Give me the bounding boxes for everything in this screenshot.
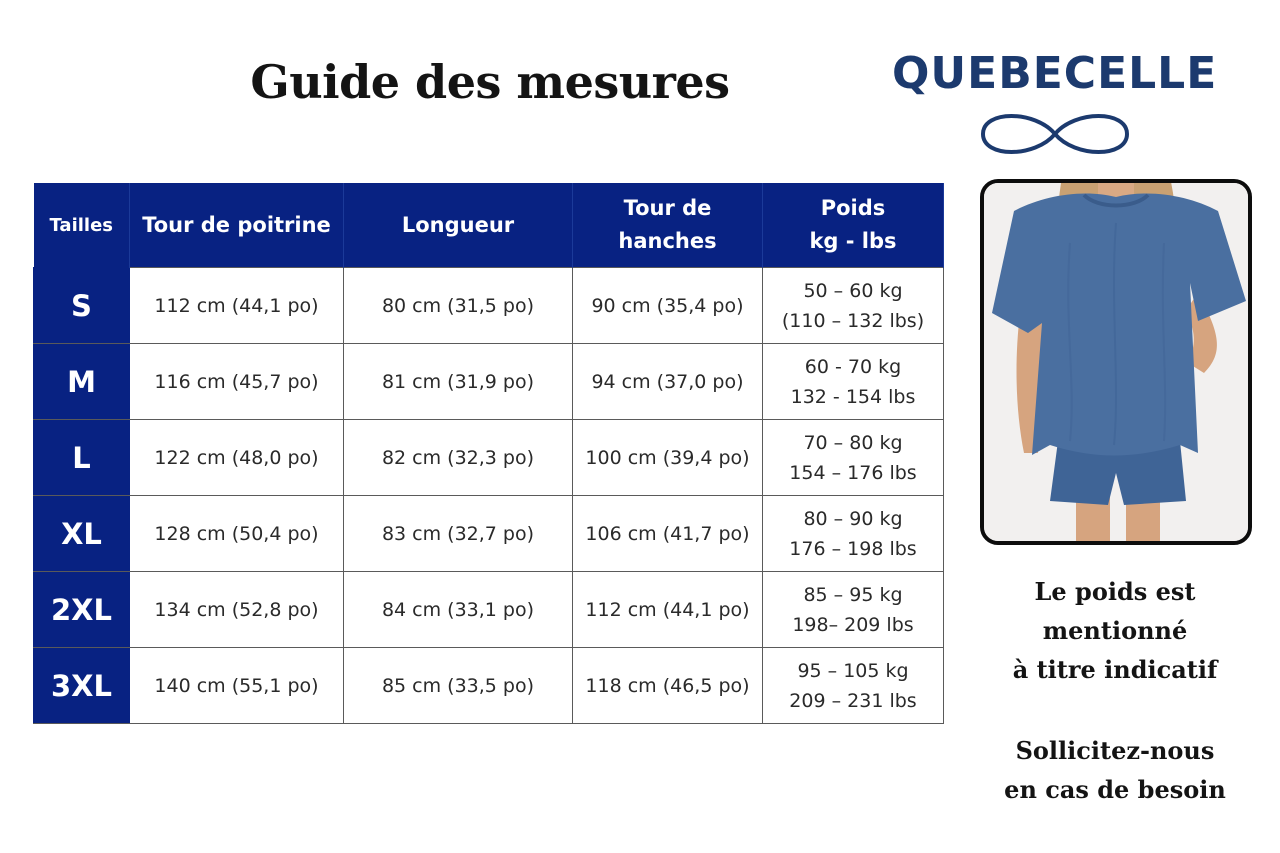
size-label: S [34,268,130,344]
hips-value: 94 cm (37,0 po) [573,344,763,420]
header-weight-line2: kg - lbs [809,229,897,253]
table-row [34,496,944,572]
length-value: 80 cm (31,5 po) [344,268,573,344]
chest-value: 128 cm (50,4 po) [130,496,344,572]
spacer [960,689,1270,731]
table-row [34,420,944,496]
header-sizes: Tailles [34,183,130,268]
weight-lbs: 176 – 198 lbs [789,537,917,560]
weight-lbs: 209 – 231 lbs [789,689,917,712]
weight-value [763,344,944,420]
header-weight-line1: Poids [820,196,886,220]
page-title: Guide des mesures [250,55,730,109]
size-label: M [34,344,130,420]
hips-value: 118 cm (46,5 po) [573,648,763,724]
table-row [34,572,944,648]
disclaimer-line-1: Le poids est mentionné [1034,577,1196,645]
weight-lbs: 154 – 176 lbs [789,461,917,484]
header-hips-line2: hanches [618,229,717,253]
infinity-icon [975,106,1135,162]
hips-value: 100 cm (39,4 po) [573,420,763,496]
table-row [34,648,944,724]
weight-kg: 80 – 90 kg [803,507,903,530]
size-label: L [34,420,130,496]
header-hips-line1: Tour de [623,196,712,220]
brand-name: QUEBECELLE [892,48,1218,99]
header-weight [763,183,944,268]
weight-value [763,572,944,648]
weight-kg: 95 – 105 kg [797,659,909,682]
brand-logo [880,40,1230,170]
product-photo [980,179,1252,545]
hips-value: 112 cm (44,1 po) [573,572,763,648]
length-value: 81 cm (31,9 po) [344,344,573,420]
chest-value: 112 cm (44,1 po) [130,268,344,344]
contact-line-2: en cas de besoin [1004,775,1226,804]
length-value: 82 cm (32,3 po) [344,420,573,496]
table-header-row [34,183,944,268]
chest-value: 134 cm (52,8 po) [130,572,344,648]
weight-lbs: (110 – 132 lbs) [781,309,925,332]
length-value: 85 cm (33,5 po) [344,648,573,724]
weight-lbs: 132 - 154 lbs [790,385,916,408]
table-row [34,268,944,344]
size-label: 2XL [34,572,130,648]
hips-value: 106 cm (41,7 po) [573,496,763,572]
chest-value: 122 cm (48,0 po) [130,420,344,496]
contact-line-1: Sollicitez-nous [1015,736,1215,765]
weight-value [763,268,944,344]
size-label: XL [34,496,130,572]
model-illustration [984,183,1248,541]
length-value: 83 cm (32,7 po) [344,496,573,572]
weight-kg: 60 - 70 kg [804,355,902,378]
chest-value: 116 cm (45,7 po) [130,344,344,420]
table-row [34,344,944,420]
size-chart-table [33,183,944,724]
length-value: 84 cm (33,1 po) [344,572,573,648]
weight-kg: 70 – 80 kg [803,431,903,454]
weight-kg: 50 – 60 kg [803,279,903,302]
size-label: 3XL [34,648,130,724]
weight-value [763,496,944,572]
weight-value [763,648,944,724]
weight-value [763,420,944,496]
weight-lbs: 198– 209 lbs [792,613,914,636]
hips-value: 90 cm (35,4 po) [573,268,763,344]
weight-kg: 85 – 95 kg [803,583,903,606]
chest-value: 140 cm (55,1 po) [130,648,344,724]
header-chest: Tour de poitrine [130,183,344,268]
header-length: Longueur [344,183,573,268]
disclaimer-line-2: à titre indicatif [1012,655,1218,684]
weight-disclaimer [960,572,1270,809]
header-hips [573,183,763,268]
